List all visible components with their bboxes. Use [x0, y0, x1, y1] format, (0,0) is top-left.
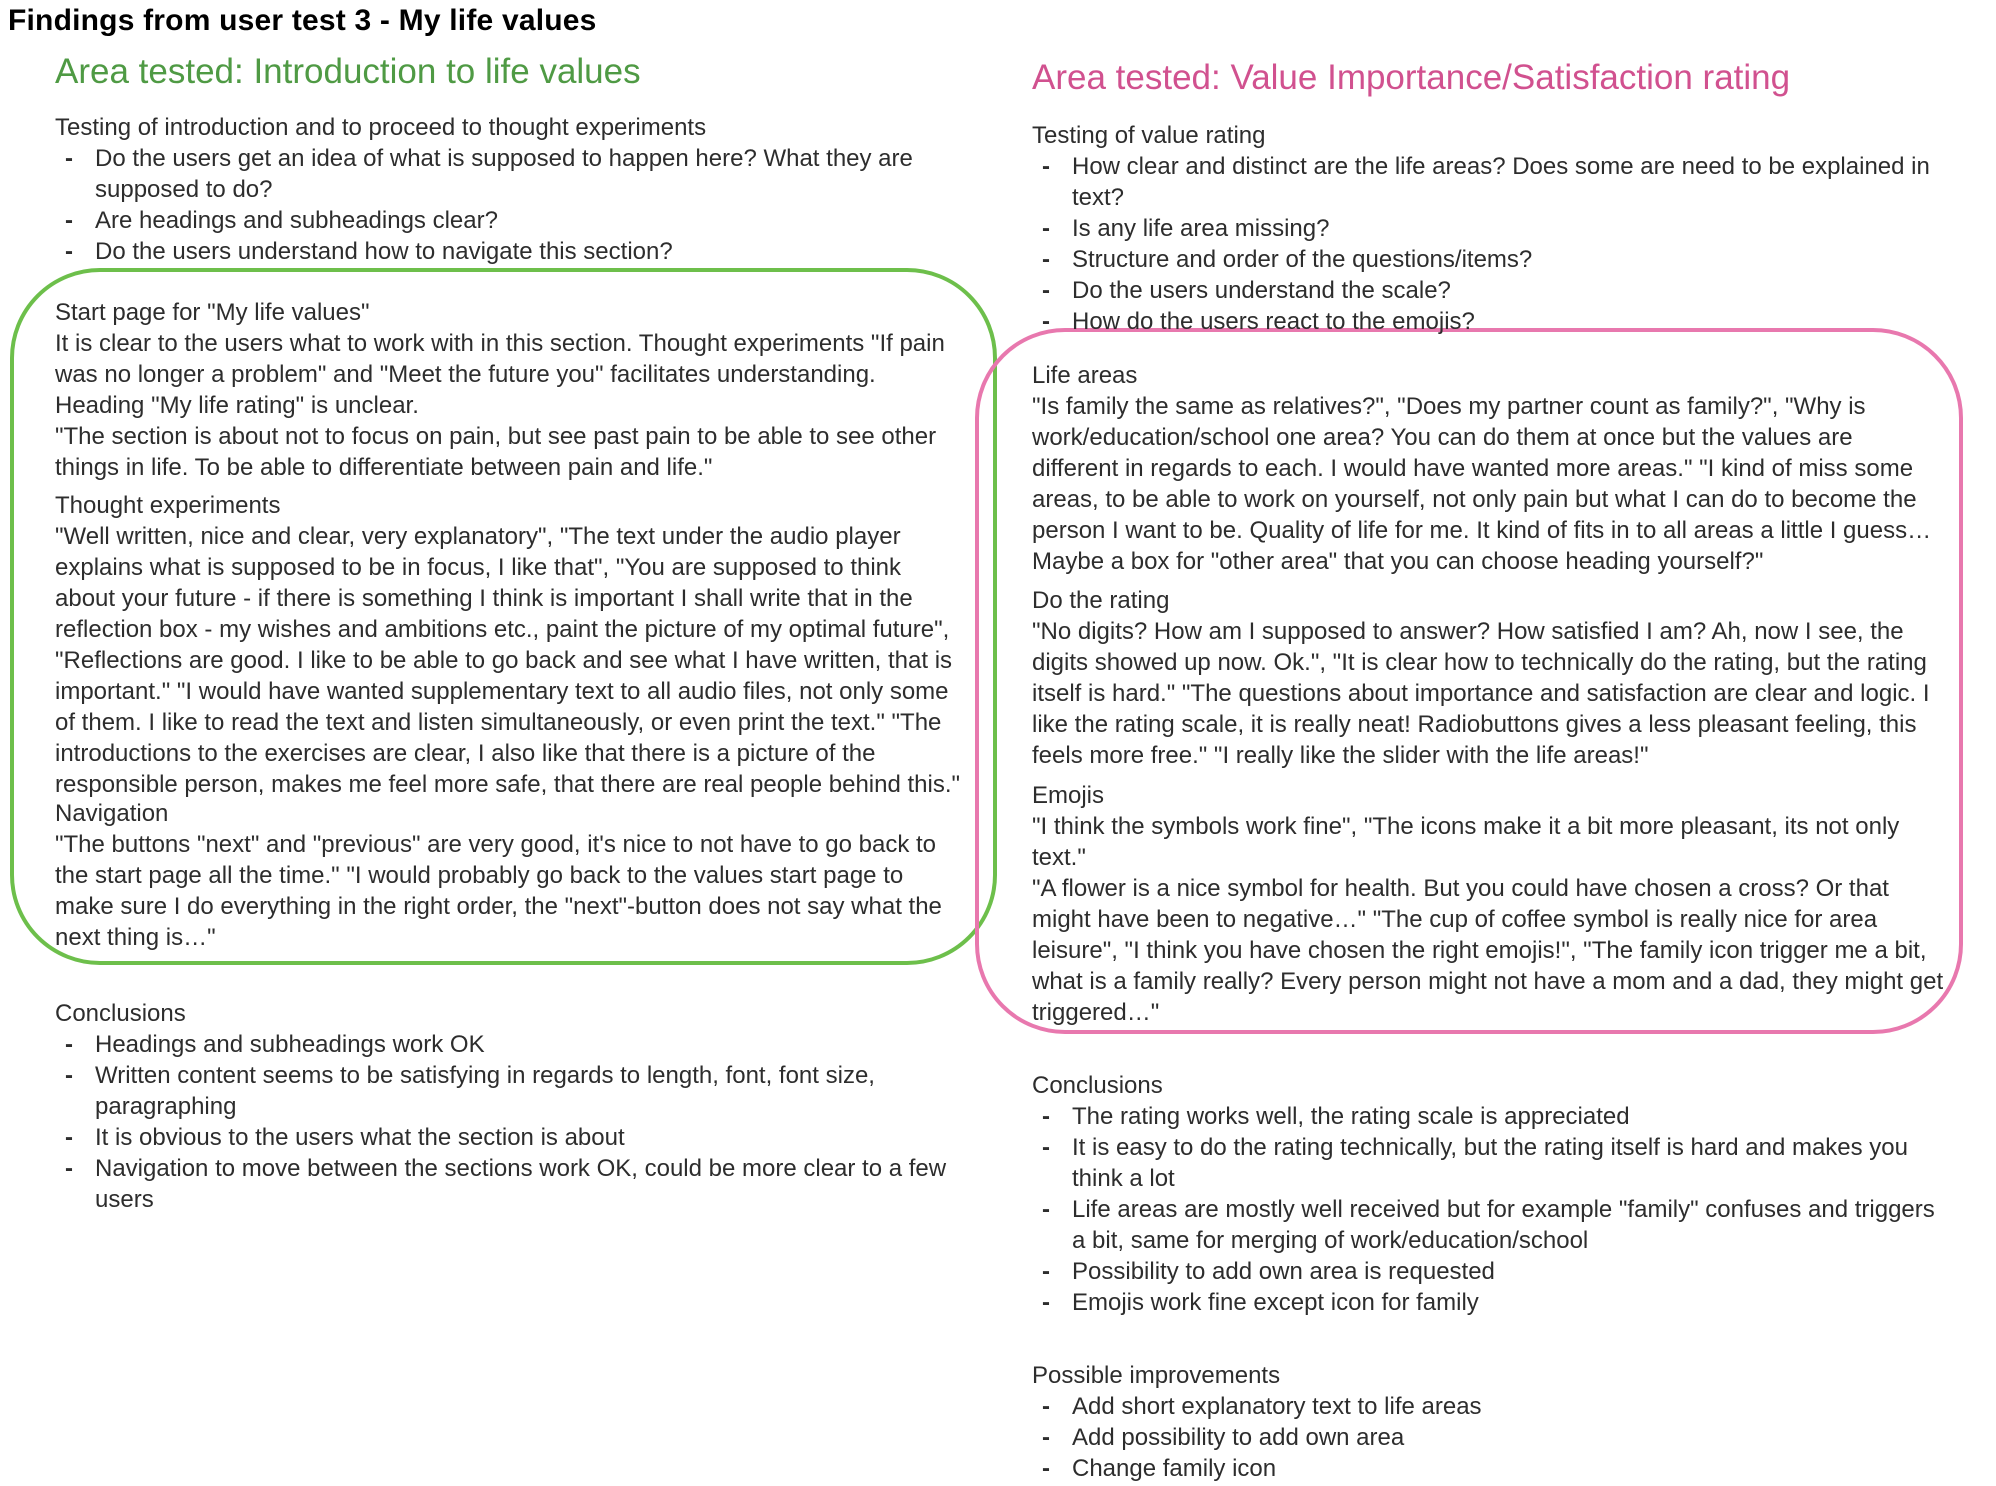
bullet-dash: - — [65, 1155, 73, 1182]
bullet-text: Do the users get an idea of what is supposed to happen here? What they are supposed to do? — [95, 145, 913, 203]
bullet-dash: - — [65, 145, 73, 172]
navigation-body: "The buttons "next" and "previous" are very good, it's nice to not have to go back to the start page all the time." "I would probably go back to the values start page to make sure I do everything in the right order, the "next"-button does not say what the next thing is…" — [55, 831, 942, 951]
left-conclusions-block — [55, 998, 963, 1215]
bullet-text: Change family icon — [1072, 1455, 1277, 1482]
right-conclusions-heading: Conclusions — [1032, 1072, 1163, 1099]
bullet-dash: - — [1042, 215, 1050, 242]
bullet-text: Do the users understand the scale? — [1072, 277, 1451, 304]
bullet-text: How clear and distinct are the life areas? Does some are need to be explained in text? — [1072, 153, 1930, 211]
right-section-heading: Area tested: Value Importance/Satisfaction rating — [1032, 58, 1791, 97]
right-conclusions-block — [1032, 1070, 1944, 1318]
bullet-text: Emojis work fine except icon for family — [1072, 1289, 1479, 1316]
left-section-heading: Area tested: Introduction to life values — [55, 52, 641, 91]
right-testing-block — [1032, 120, 1944, 337]
left-testing-intro: Testing of introduction and to proceed to thought experiments — [55, 114, 707, 141]
start-page-quote: "The section is about not to focus on pain, but see past pain to be able to see other things in life. To be able to differentiate between pain and life." — [55, 423, 937, 481]
start-page-block — [55, 297, 963, 483]
bullet-text: Headings and subheadings work OK — [95, 1031, 485, 1058]
navigation-heading: Navigation — [55, 800, 169, 827]
bullet-dash: - — [1042, 1134, 1050, 1161]
bullet-dash: - — [1042, 1393, 1050, 1420]
bullet-text: Are headings and subheadings clear? — [95, 207, 498, 234]
bullet-text: It is easy to do the rating technically, but the rating itself is hard and makes you think a lot — [1072, 1134, 1909, 1192]
bullet-text: The rating works well, the rating scale is appreciated — [1072, 1103, 1630, 1130]
improvements-block — [1032, 1360, 1944, 1484]
list-item — [1032, 151, 1944, 213]
list-item — [1032, 244, 1944, 275]
list-item — [1032, 306, 1944, 337]
bullet-dash: - — [65, 1124, 73, 1151]
life-areas-body: "Is family the same as relatives?", "Does my partner count as family?", "Why is work/education/school one area? You can do them at once but the values are different in regards to each. I would have wanted more areas." "I kind of miss some areas, to be able to work on yourself, not only pain but what I can do to become the person I want to be. Quality of life for me. It kind of fits in to all areas a little I guess…Maybe a box for "other area" that you can choose heading yourself?" — [1032, 393, 1932, 575]
bullet-dash: - — [1042, 1103, 1050, 1130]
bullet-text: It is obvious to the users what the section is about — [95, 1124, 625, 1151]
bullet-text: Structure and order of the questions/items? — [1072, 246, 1533, 273]
left-testing-block — [55, 112, 963, 267]
life-areas-block — [1032, 360, 1944, 577]
emojis-body-2: "A flower is a nice symbol for health. But you could have chosen a cross? Or that might have been to negative…" "The cup of coffee symbol is really nice for area leisure", "I think you have chosen the right emojis!", "The family icon trigger me a bit, what is a family really? Every person might not have a mom and a dad, they might get triggered…" — [1032, 875, 1944, 1026]
navigation-block — [55, 798, 963, 953]
do-the-rating-block — [1032, 585, 1944, 771]
do-the-rating-heading: Do the rating — [1032, 587, 1170, 614]
start-page-note: Heading "My life rating" is unclear. — [55, 392, 419, 419]
list-item — [55, 236, 963, 267]
list-item — [55, 205, 963, 236]
bullet-text: Add possibility to add own area — [1072, 1424, 1405, 1451]
bullet-text: Do the users understand how to navigate this section? — [95, 238, 673, 265]
bullet-dash: - — [1042, 1289, 1050, 1316]
start-page-body: It is clear to the users what to work with in this section. Thought experiments "If pain was no longer a problem" and "Meet the future you" facilitates understanding. — [55, 330, 945, 388]
thought-experiments-block — [55, 490, 963, 800]
bullet-dash: - — [1042, 1258, 1050, 1285]
thought-experiments-heading: Thought experiments — [55, 492, 281, 519]
list-item — [1032, 1287, 1944, 1318]
life-areas-heading: Life areas — [1032, 362, 1138, 389]
bullet-dash: - — [65, 1031, 73, 1058]
bullet-text: Life areas are mostly well received but for example "family" confuses and triggers a bit, same for merging of work/education/school — [1072, 1196, 1935, 1254]
list-item — [1032, 1453, 1944, 1484]
bullet-dash: - — [1042, 308, 1050, 335]
page-title: Findings from user test 3 - My life values — [8, 4, 597, 37]
bullet-dash: - — [65, 238, 73, 265]
emojis-heading: Emojis — [1032, 782, 1105, 809]
list-item — [1032, 213, 1944, 244]
emojis-body-1: "I think the symbols work fine", "The icons make it a bit more pleasant, its not only text." — [1032, 813, 1900, 871]
bullet-dash: - — [1042, 1455, 1050, 1482]
list-item — [1032, 1101, 1944, 1132]
list-item — [55, 1029, 963, 1060]
bullet-text: Possibility to add own area is requested — [1072, 1258, 1495, 1285]
list-item — [1032, 275, 1944, 306]
bullet-dash: - — [1042, 153, 1050, 180]
list-item — [1032, 1422, 1944, 1453]
bullet-dash: - — [65, 1062, 73, 1089]
bullet-dash: - — [1042, 277, 1050, 304]
list-item — [55, 1153, 963, 1215]
bullet-dash: - — [1042, 246, 1050, 273]
bullet-text: Add short explanatory text to life areas — [1072, 1393, 1482, 1420]
bullet-text: Is any life area missing? — [1072, 215, 1330, 242]
bullet-text: Written content seems to be satisfying in regards to length, font, font size, paragraphing — [95, 1062, 875, 1120]
do-the-rating-body: "No digits? How am I supposed to answer? How satisfied I am? Ah, now I see, the digits showed up now. Ok.", "It is clear how to technically do the rating, but the rating itself is hard." "The questions about importance and satisfaction are clear and logic. I like the rating scale, it is really neat! Radiobuttons gives a less pleasant feeling, this feels more free." "I really like the slider with the life areas!" — [1032, 618, 1930, 769]
start-page-heading: Start page for "My life values" — [55, 299, 370, 326]
list-item — [1032, 1132, 1944, 1194]
list-item — [1032, 1391, 1944, 1422]
bullet-dash: - — [1042, 1424, 1050, 1451]
bullet-dash: - — [65, 207, 73, 234]
list-item — [1032, 1256, 1944, 1287]
right-testing-intro: Testing of value rating — [1032, 122, 1266, 149]
thought-experiments-body: "Well written, nice and clear, very explanatory", "The text under the audio player explains what is supposed to be in focus, I like that", "You are supposed to think about your future - if there is something I think is important I shall write that in the reflection box - my wishes and ambitions etc., paint the picture of my optimal future", "Reflections are good. I like to be able to go back and see what I have written, that is important." "I would have wanted supplementary text to all audio files, not only some of them. I like to read the text and listen simultaneously, or even print the text." "The introductions to the exercises are clear, I also like that there is a picture of the responsible person, makes me feel more safe, that there are real people behind this." — [55, 523, 961, 798]
list-item — [55, 1060, 963, 1122]
left-conclusions-heading: Conclusions — [55, 1000, 186, 1027]
bullet-text: How do the users react to the emojis? — [1072, 308, 1475, 335]
list-item — [55, 1122, 963, 1153]
emojis-block — [1032, 780, 1944, 1028]
list-item — [1032, 1194, 1944, 1256]
improvements-heading: Possible improvements — [1032, 1362, 1281, 1389]
bullet-text: Navigation to move between the sections work OK, could be more clear to a few users — [95, 1155, 947, 1213]
bullet-dash: - — [1042, 1196, 1050, 1223]
list-item — [55, 143, 963, 205]
